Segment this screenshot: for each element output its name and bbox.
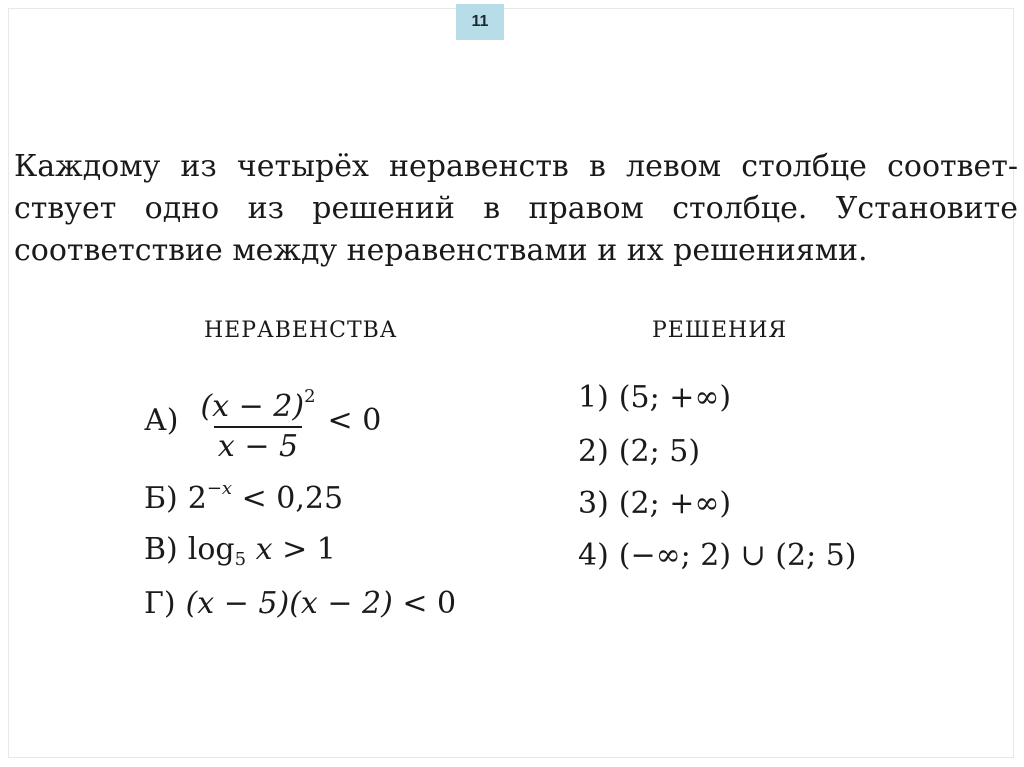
inequality-b: Б) $2^{-x} < 0,25$	[144, 478, 344, 516]
inequality-a-label: А)	[144, 403, 179, 438]
inequalities-header: НЕРАВЕНСТВА	[204, 318, 398, 343]
fraction-denominator: x − 5	[214, 426, 302, 464]
inequality-a-rhs: < 0	[327, 403, 382, 438]
solution-4: 4) (−∞; 2) ∪ (2; 5)	[578, 538, 857, 573]
inequality-v: В) $\log_5 x > 1$	[144, 532, 336, 570]
page-number-badge: 11	[456, 4, 504, 40]
inequality-a	[144, 380, 381, 464]
solution-2: 2) (2; 5)	[578, 434, 701, 469]
solution-3: 3) (2; +∞)	[578, 486, 732, 521]
task-text: Каждому из четырёх неравенств в левом столбце соответ-ствует одно из решений в правом столбце. Установите соответствие между неравенствами и их решениями.	[14, 149, 1018, 268]
solution-1: 1) (5; +∞)	[578, 380, 732, 415]
inequality-g: Г) (x − 5)(x − 2) < 0	[144, 586, 457, 621]
solutions-header: РЕШЕНИЯ	[652, 318, 788, 343]
fraction	[196, 380, 319, 464]
fraction-numerator: $(x - 2)^2$	[200, 386, 316, 424]
